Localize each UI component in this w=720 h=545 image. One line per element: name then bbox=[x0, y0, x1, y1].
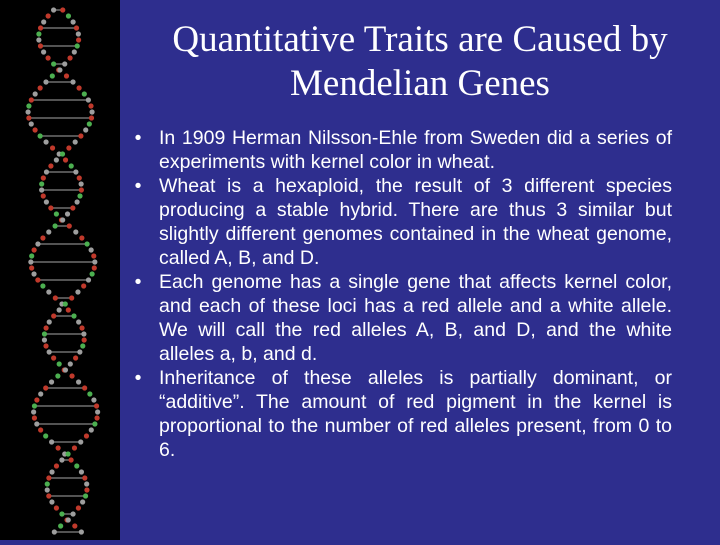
dna-atom bbox=[46, 13, 51, 18]
dna-atom bbox=[84, 433, 89, 438]
dna-atom bbox=[78, 439, 83, 444]
bullet-marker: • bbox=[134, 175, 142, 197]
dna-atom bbox=[84, 481, 89, 486]
dna-atom bbox=[72, 445, 77, 450]
dna-atom bbox=[68, 457, 73, 462]
dna-atom bbox=[76, 85, 81, 90]
dna-atom bbox=[44, 325, 49, 330]
dna-atom bbox=[59, 511, 64, 516]
dna-atom bbox=[41, 19, 46, 24]
dna-atom bbox=[89, 115, 94, 120]
dna-atom bbox=[44, 169, 49, 174]
dna-atom bbox=[62, 61, 67, 66]
slide-title bbox=[130, 18, 710, 106]
dna-atom bbox=[26, 103, 31, 108]
dna-atom bbox=[32, 403, 37, 408]
dna-atom bbox=[39, 187, 44, 192]
dna-helix-icon bbox=[0, 0, 120, 540]
dna-atom bbox=[48, 163, 53, 168]
dna-atom bbox=[67, 55, 72, 60]
dna-atom bbox=[83, 127, 88, 132]
dna-atom bbox=[41, 193, 46, 198]
dna-atom bbox=[34, 397, 39, 402]
dna-atom bbox=[74, 463, 79, 468]
dna-atom bbox=[43, 79, 48, 84]
dna-atom bbox=[42, 331, 47, 336]
dna-atom bbox=[29, 121, 34, 126]
dna-atom bbox=[49, 469, 54, 474]
dna-atom bbox=[91, 253, 96, 258]
dna-atom bbox=[32, 247, 37, 252]
bullet-item bbox=[128, 366, 672, 462]
dna-atom bbox=[35, 241, 40, 246]
dna-atom bbox=[72, 523, 77, 528]
dna-atom bbox=[78, 133, 83, 138]
dna-atom bbox=[26, 115, 31, 120]
dna-atom bbox=[60, 217, 65, 222]
dna-atom bbox=[77, 193, 82, 198]
dna-atom bbox=[54, 211, 59, 216]
dna-atom bbox=[49, 499, 54, 504]
dna-atom bbox=[31, 409, 36, 414]
bullet-item bbox=[128, 126, 672, 174]
dna-atom bbox=[82, 91, 87, 96]
dna-atom bbox=[40, 283, 45, 288]
dna-atom bbox=[35, 277, 40, 282]
dna-atom bbox=[70, 205, 75, 210]
dna-atom bbox=[74, 199, 79, 204]
bullet-list bbox=[128, 126, 672, 462]
dna-atom bbox=[87, 391, 92, 396]
dna-atom bbox=[43, 433, 48, 438]
dna-atom bbox=[57, 67, 62, 72]
dna-atom bbox=[84, 487, 89, 492]
bullet-marker: • bbox=[134, 271, 142, 293]
dna-helix-image bbox=[0, 0, 120, 540]
dna-atom bbox=[32, 127, 37, 132]
dna-atom bbox=[54, 505, 59, 510]
dna-atom bbox=[59, 457, 64, 462]
dna-atom bbox=[79, 181, 84, 186]
dna-atom bbox=[50, 73, 55, 78]
dna-atom bbox=[81, 283, 86, 288]
dna-atom bbox=[40, 235, 45, 240]
dna-atom bbox=[33, 91, 38, 96]
dna-atom bbox=[50, 145, 55, 150]
dna-atom bbox=[41, 175, 46, 180]
dna-atom bbox=[41, 49, 46, 54]
dna-atom bbox=[36, 37, 41, 42]
dna-atom bbox=[51, 313, 56, 318]
dna-atom bbox=[91, 397, 96, 402]
dna-atom bbox=[75, 43, 80, 48]
dna-atom bbox=[76, 319, 81, 324]
dna-atom bbox=[84, 241, 89, 246]
dna-atom bbox=[43, 385, 48, 390]
dna-atom bbox=[39, 181, 44, 186]
dna-atom bbox=[60, 7, 65, 12]
dna-atom bbox=[66, 307, 71, 312]
dna-atom bbox=[72, 49, 77, 54]
bullet-text: Wheat is a hexaploid, the result of 3 different species producing a stable hybrid. There are thus 3 similar but slightly different genomes contained in the wheat genome, called A, B, and D. bbox=[159, 175, 672, 269]
dna-atom bbox=[38, 25, 43, 30]
dna-atom bbox=[76, 31, 81, 36]
dna-atom bbox=[45, 481, 50, 486]
dna-atom bbox=[66, 145, 71, 150]
dna-atom bbox=[94, 403, 99, 408]
dna-atom bbox=[25, 109, 30, 114]
dna-atom bbox=[51, 7, 56, 12]
dna-atom bbox=[36, 31, 41, 36]
dna-atom bbox=[80, 343, 85, 348]
dna-atom bbox=[65, 211, 70, 216]
dna-atom bbox=[79, 529, 84, 534]
dna-atom bbox=[89, 247, 94, 252]
dna-atom bbox=[79, 325, 84, 330]
bullet-item bbox=[128, 174, 672, 270]
dna-atom bbox=[46, 229, 51, 234]
dna-atom bbox=[92, 421, 97, 426]
dna-atom bbox=[94, 415, 99, 420]
dna-atom bbox=[68, 361, 73, 366]
dna-atom bbox=[51, 355, 56, 360]
dna-atom bbox=[80, 499, 85, 504]
dna-atom bbox=[47, 349, 52, 354]
dna-atom bbox=[89, 427, 94, 432]
dna-atom bbox=[75, 289, 80, 294]
dna-atom bbox=[71, 313, 76, 318]
dna-atom bbox=[82, 337, 87, 342]
dna-atom bbox=[69, 295, 74, 300]
dna-atom bbox=[73, 139, 78, 144]
dna-atom bbox=[64, 73, 69, 78]
dna-atom bbox=[54, 157, 59, 162]
dna-atom bbox=[53, 295, 58, 300]
dna-atom bbox=[32, 415, 37, 420]
dna-atom bbox=[82, 475, 87, 480]
dna-atom bbox=[49, 439, 54, 444]
dna-atom bbox=[70, 79, 75, 84]
dna-atom bbox=[66, 517, 71, 522]
dna-atom bbox=[45, 487, 50, 492]
dna-atom bbox=[95, 409, 100, 414]
dna-atom bbox=[52, 529, 57, 534]
dna-atom bbox=[89, 109, 94, 114]
dna-atom bbox=[57, 307, 62, 312]
dna-atom bbox=[76, 505, 81, 510]
dna-atom bbox=[29, 97, 34, 102]
dna-atom bbox=[43, 139, 48, 144]
dna-atom bbox=[58, 523, 63, 528]
dna-atom bbox=[66, 13, 71, 18]
dna-atom bbox=[73, 169, 78, 174]
dna-atom bbox=[38, 427, 43, 432]
dna-atom bbox=[38, 43, 43, 48]
dna-atom bbox=[63, 367, 68, 372]
dna-atom bbox=[87, 121, 92, 126]
bullet-marker: • bbox=[134, 367, 142, 389]
dna-atom bbox=[67, 223, 72, 228]
dna-atom bbox=[29, 265, 34, 270]
dna-atom bbox=[69, 373, 74, 378]
dna-atom bbox=[28, 259, 33, 264]
dna-atom bbox=[70, 511, 75, 516]
dna-atom bbox=[63, 157, 68, 162]
dna-atom bbox=[44, 199, 49, 204]
dna-atom bbox=[48, 205, 53, 210]
dna-atom bbox=[38, 133, 43, 138]
dna-atom bbox=[52, 223, 57, 228]
bullet-marker: • bbox=[134, 127, 142, 149]
dna-atom bbox=[74, 25, 79, 30]
dna-atom bbox=[76, 379, 81, 384]
dna-atom bbox=[79, 187, 84, 192]
dna-atom bbox=[46, 289, 51, 294]
dna-atom bbox=[83, 493, 88, 498]
dna-atom bbox=[79, 469, 84, 474]
dna-atom bbox=[49, 379, 54, 384]
dna-atom bbox=[77, 175, 82, 180]
dna-atom bbox=[86, 97, 91, 102]
dna-atom bbox=[38, 391, 43, 396]
dna-atom bbox=[76, 37, 81, 42]
dna-atom bbox=[79, 235, 84, 240]
dna-atom bbox=[51, 61, 56, 66]
dna-atom bbox=[69, 163, 74, 168]
dna-atom bbox=[47, 319, 52, 324]
dna-atom bbox=[45, 55, 50, 60]
dna-atom bbox=[63, 301, 68, 306]
dna-atom bbox=[56, 445, 61, 450]
bullet-text: Inheritance of these alleles is partially dominant, or “additive”. The amount of red pigment in the kernel is proportional to the number of red alleles present, from 0 to 6. bbox=[159, 367, 672, 461]
dna-atom bbox=[92, 259, 97, 264]
dna-atom bbox=[31, 271, 36, 276]
bullet-text: In 1909 Herman Nilsson-Ehle from Sweden did a series of experiments with kernel color in wheat. bbox=[159, 127, 672, 173]
dna-atom bbox=[92, 265, 97, 270]
dna-atom bbox=[46, 493, 51, 498]
slide-title-line-2: Mendelian Genes bbox=[290, 63, 550, 104]
dna-atom bbox=[65, 451, 70, 456]
dna-atom bbox=[46, 475, 51, 480]
dna-atom bbox=[42, 337, 47, 342]
dna-atom bbox=[60, 151, 65, 156]
dna-atom bbox=[90, 271, 95, 276]
bullet-text: Each genome has a single gene that affects kernel color, and each of these loci has a red allele and a white allele. We will call the red alleles A, B, and D, and the white alleles a, b, and d. bbox=[159, 271, 672, 365]
dna-atom bbox=[34, 421, 39, 426]
dna-atom bbox=[73, 355, 78, 360]
dna-atom bbox=[81, 331, 86, 336]
dna-atom bbox=[71, 19, 76, 24]
dna-atom bbox=[29, 253, 34, 258]
slide-title-line-1: Quantitative Traits are Caused by bbox=[172, 19, 668, 60]
dna-atom bbox=[86, 277, 91, 282]
dna-atom bbox=[88, 103, 93, 108]
dna-atom bbox=[43, 343, 48, 348]
dna-atom bbox=[55, 373, 60, 378]
bullet-item bbox=[128, 270, 672, 366]
dna-atom bbox=[57, 361, 62, 366]
dna-atom bbox=[54, 463, 59, 468]
dna-atom bbox=[38, 85, 43, 90]
dna-atom bbox=[82, 385, 87, 390]
dna-atom bbox=[77, 349, 82, 354]
dna-atom bbox=[73, 229, 78, 234]
